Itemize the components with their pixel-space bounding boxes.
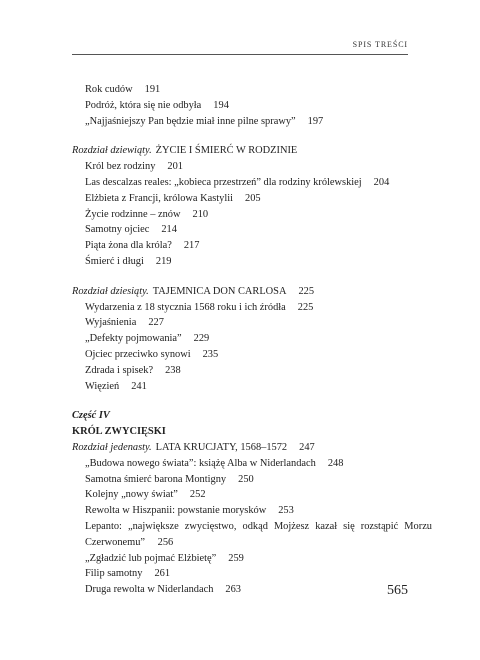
toc-entry-page: 204 — [373, 176, 390, 188]
toc-entry-page: 201 — [167, 161, 183, 173]
toc-entry — [72, 315, 432, 331]
chapter-heading — [72, 143, 432, 159]
toc-entry-page: 261 — [154, 568, 171, 580]
toc-entry-title: Ojciec przeciwko synowi — [85, 348, 191, 360]
toc-entry-page: 238 — [165, 364, 181, 376]
toc-entry-page: 263 — [225, 584, 241, 596]
toc-entry — [72, 456, 432, 472]
chapter-heading — [72, 440, 432, 456]
toc-entry-page: 227 — [148, 317, 164, 329]
toc-entry — [72, 98, 432, 114]
chapter-label: Rozdział dziesiąty. — [72, 285, 149, 297]
toc-entry-title: Wydarzenia z 18 stycznia 1568 roku i ich źródła — [85, 301, 286, 313]
chapter-heading — [72, 284, 432, 300]
toc-entry-page: 229 — [193, 333, 210, 345]
running-head-text: SPIS TREŚCI — [352, 40, 408, 49]
chapter-title: LATA KRUCJATY, 1568–1572 — [155, 441, 288, 453]
toc-entry-title: „Zgładzić lub pojmać Elżbietę” — [85, 552, 217, 564]
toc-entry-page: 194 — [213, 99, 229, 111]
toc-entry-page: 253 — [278, 505, 294, 517]
toc-entry-title: Kolejny „nowy świat” — [85, 489, 178, 501]
toc-entry — [72, 363, 432, 379]
toc-entry-title: Rok cudów — [85, 84, 133, 95]
toc-entry-page: 256 — [157, 536, 174, 548]
toc-entry — [72, 300, 432, 316]
chapter-title: TAJEMNICA DON CARLOSA — [152, 285, 287, 297]
toc-entry — [72, 582, 432, 598]
toc-entry — [72, 379, 432, 395]
toc-entry — [72, 254, 432, 270]
toc-entry — [72, 519, 432, 551]
chapter-label: Rozdział jedenasty. — [72, 441, 152, 453]
toc-entry — [72, 207, 432, 223]
toc-entry — [72, 238, 432, 254]
toc-entry-title: Zdrada i spisek? — [85, 364, 154, 376]
toc-entry — [72, 487, 432, 503]
toc-entry-page: 197 — [307, 115, 324, 127]
chapter-page: 225 — [298, 285, 315, 297]
toc-entry-title: Samotna śmierć barona Montigny — [85, 473, 227, 485]
toc-entry-title: Wyjaśnienia — [85, 317, 137, 329]
toc-entry — [72, 503, 432, 519]
chapter-page: 247 — [299, 441, 315, 453]
table-of-contents — [72, 82, 432, 598]
toc-entry-title: Król bez rodziny — [85, 161, 156, 173]
toc-entry-title: Piąta żona dla króla? — [85, 240, 172, 252]
toc-entry-page: 248 — [327, 457, 344, 469]
toc-entry-title: Elżbieta z Francji, królowa Kastylii — [85, 192, 234, 204]
toc-entry — [72, 472, 432, 488]
toc-entry-title: Więzień — [85, 380, 120, 392]
part-label: Część IV — [72, 410, 110, 422]
toc-entry-title: „Budowa nowego świata”: książę Alba w Niderlandach — [85, 457, 316, 469]
toc-entry-page: 191 — [144, 84, 161, 95]
toc-entry-page: 205 — [245, 192, 261, 204]
toc-entry — [72, 331, 432, 347]
toc-entry-title: Samotny ojciec — [85, 224, 150, 236]
toc-entry-title: „Defekty pojmowania” — [85, 333, 182, 345]
toc-entry — [72, 347, 432, 363]
toc-entry-title: Śmierć i długi — [85, 255, 144, 267]
toc-entry-page: 225 — [297, 301, 314, 313]
toc-entry-title: Życie rodzinne – znów — [85, 208, 181, 220]
toc-entry — [72, 566, 432, 582]
toc-entry — [72, 159, 432, 175]
running-head — [72, 40, 408, 55]
toc-entry — [72, 175, 432, 191]
toc-entry-page: 217 — [183, 240, 200, 252]
toc-entry-page: 235 — [202, 348, 219, 360]
toc-entry-title: Druga rewolta w Niderlandach — [85, 584, 214, 596]
chapter-label: Rozdział dziewiąty. — [72, 145, 152, 157]
toc-entry-page: 210 — [192, 208, 209, 220]
toc-entry-page: 214 — [161, 224, 177, 236]
toc-entry-page: 252 — [189, 489, 206, 501]
toc-entry — [72, 82, 432, 98]
toc-entry-page: 219 — [155, 255, 172, 267]
toc-entry-page: 250 — [238, 473, 254, 485]
toc-entry — [72, 551, 432, 567]
toc-entry-page: 259 — [228, 552, 244, 564]
toc-entry-title: Lepanto: „największe zwycięstwo, odkąd Mojżesz kazał się rozstąpić Morzu Czerwonemu” — [85, 520, 432, 548]
page-number: 565 — [387, 583, 408, 598]
toc-entry-page: 241 — [131, 380, 147, 392]
toc-entry-title: Las descalzas reales: „kobieca przestrzeń” dla rodziny królewskiej — [85, 176, 362, 188]
chapter-title: ŻYCIE I ŚMIERĆ W RODZINIE — [155, 145, 298, 157]
toc-entry-title: Rewolta w Hiszpanii: powstanie morysków — [85, 505, 267, 517]
part-heading — [72, 424, 432, 440]
toc-entry-title: Podróż, która się nie odbyła — [85, 99, 202, 111]
toc-entry-title: „Najjaśniejszy Pan będzie miał inne pilne sprawy” — [85, 115, 296, 127]
part-heading — [72, 408, 432, 424]
toc-entry — [72, 222, 432, 238]
toc-entry — [72, 114, 432, 130]
toc-entry-title: Filip samotny — [85, 568, 143, 580]
toc-entry — [72, 191, 432, 207]
part-title: KRÓL ZWYCIĘSKI — [72, 426, 166, 438]
